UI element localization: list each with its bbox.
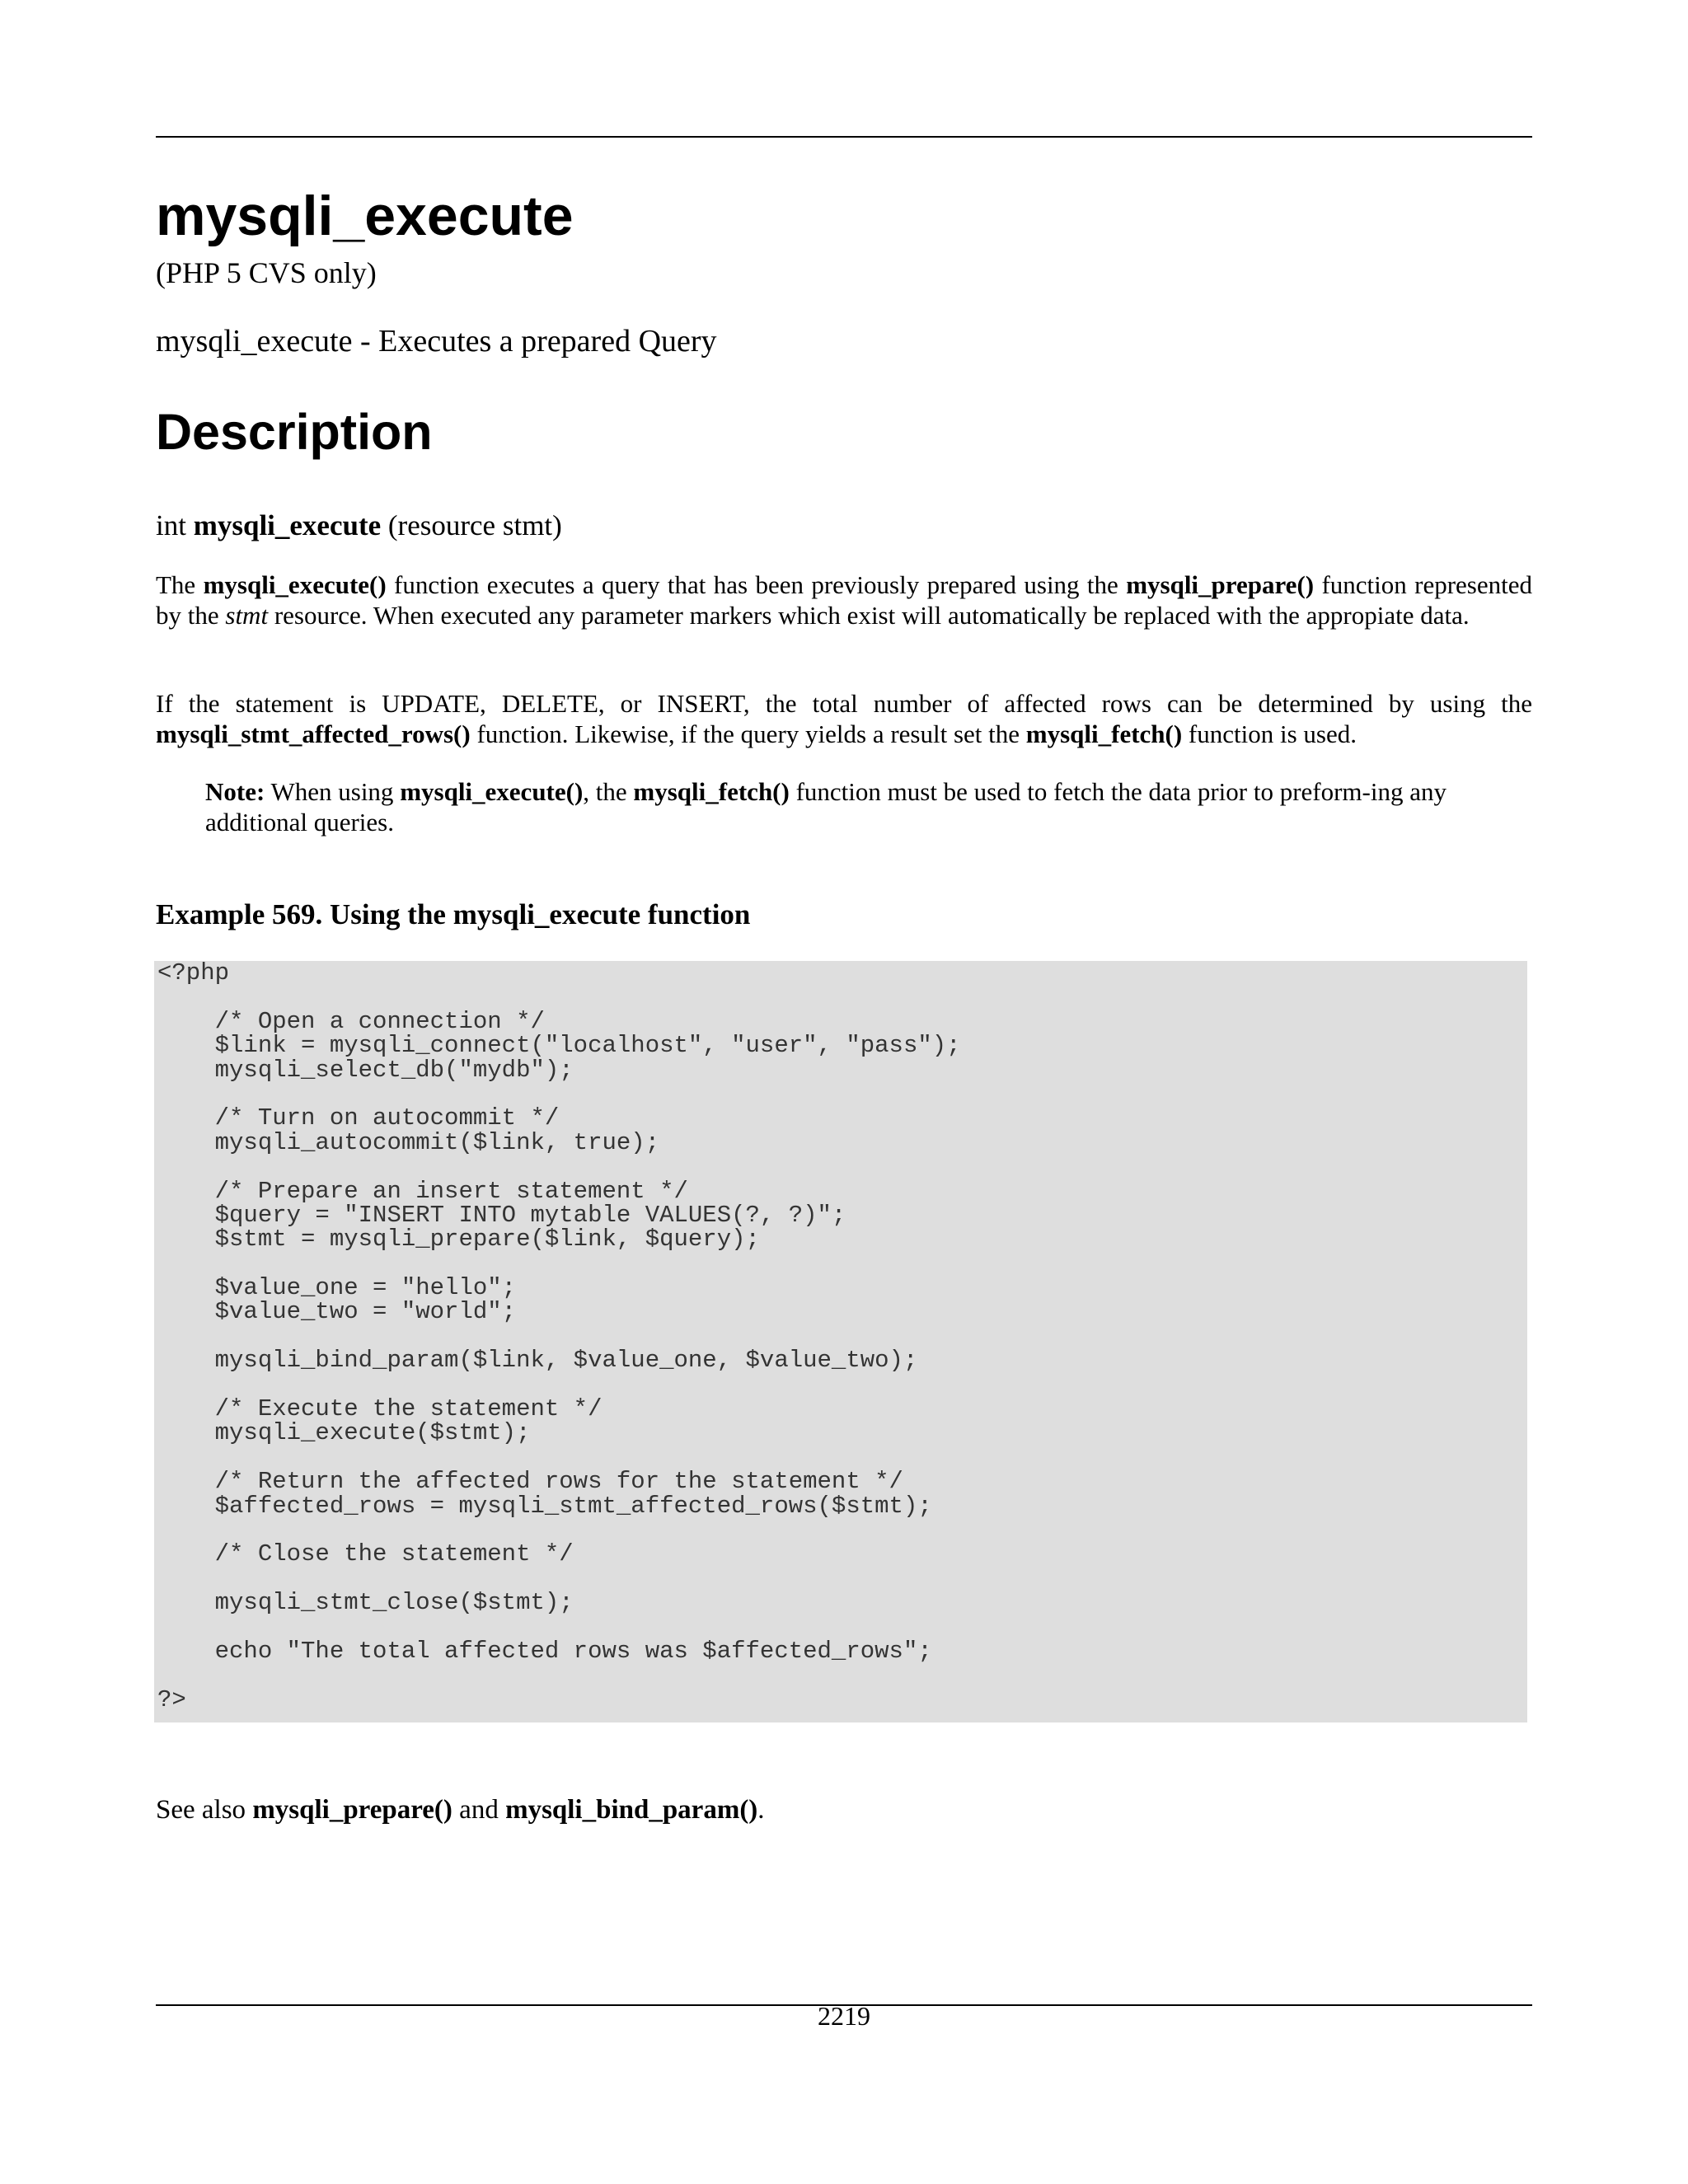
function-ref: mysqli_prepare() [252,1795,452,1825]
example-title: Example 569. Using the mysqli_execute function [156,898,751,930]
code-line [157,1373,1524,1397]
code-line [157,1446,1524,1469]
note-block [205,776,1483,837]
header-rule [156,136,1532,138]
code-line: mysqli_bind_param($link, $value_one, $value_two); [157,1347,918,1375]
code-line: mysqli_execute($stmt); [157,1419,531,1447]
ref-purpose: mysqli_execute - Executes a prepared Query [156,324,717,359]
return-type: int [156,509,186,541]
code-line: $affected_rows = mysqli_stmt_affected_rows($stmt); [157,1492,932,1520]
function-synopsis [156,509,562,543]
function-ref: mysqli_execute() [203,570,387,599]
code-line: /* Close the statement */ [157,1540,574,1568]
function-ref: mysqli_prepare() [1126,570,1315,599]
code-line: mysqli_autocommit($link, true); [157,1128,660,1156]
code-line: $link = mysqli_connect("localhost", "user", "pass"); [157,1032,961,1060]
code-line: <?php [157,959,230,987]
text-run: When using [265,777,401,806]
function-ref: mysqli_execute() [400,777,584,806]
code-line: /* Turn on autocommit */ [157,1104,560,1132]
function-name: mysqli_execute [193,509,382,541]
text-run: function. Likewise, if the query yields a result set the [470,719,1026,748]
text-run: function executes a query that has been previously prepared using the [386,570,1127,599]
code-line: /* Return the affected rows for the statement */ [157,1468,903,1496]
text-run: and [452,1795,506,1825]
text-run: function must be used to fetch the data prior to preform-ing any additional queries. [205,777,1447,837]
code-line: /* Open a connection */ [157,1007,545,1035]
param-ref: stmt [225,601,269,630]
text-run: The [156,570,204,599]
text-run: See also [156,1795,253,1825]
code-line [157,1324,1524,1348]
description-heading: Description [156,404,433,460]
version-info: (PHP 5 CVS only) [156,256,377,289]
code-line [157,1082,1524,1106]
note-label: Note: [205,777,265,806]
function-ref: mysqli_fetch() [633,777,790,806]
code-line [157,1567,1524,1591]
text-run: , the [583,777,634,806]
code-line [157,1155,1524,1179]
code-line: mysqli_select_db("mydb"); [157,1056,574,1084]
see-also [156,1794,765,1827]
code-line [157,1252,1524,1276]
code-line [157,985,1524,1009]
text-run: function represented by the [156,570,1533,630]
code-listing [154,961,1527,1722]
code-line [157,1663,1524,1687]
description-paragraph-2 [156,688,1532,749]
code-line [157,1615,1524,1639]
code-line: $value_one = "hello"; [157,1274,517,1302]
description-paragraph-1 [156,569,1532,630]
code-line: ?> [157,1685,186,1713]
function-ref: mysqli_fetch() [1025,719,1183,748]
code-line: /* Execute the statement */ [157,1395,603,1423]
code-line: mysqli_stmt_close($stmt); [157,1589,574,1617]
text-run: resource. When executed any parameter markers which exist will automatically be replaced with the appropiate data. [268,601,1470,630]
text-run: If the statement is UPDATE, DELETE, or INSERT, the total number of affected rows can be determined by using the [156,689,1532,718]
code-line: $query = "INSERT INTO mytable VALUES(?, ?)"; [157,1201,846,1229]
code-line [157,1518,1524,1542]
code-line: $stmt = mysqli_prepare($link, $query); [157,1226,760,1254]
code-line: $value_two = "world"; [157,1298,517,1326]
code-line: echo "The total affected rows was $affected_rows"; [157,1637,932,1665]
function-ref: mysqli_stmt_affected_rows() [156,719,471,748]
function-params: (resource stmt) [387,509,562,541]
text-run: . [757,1795,765,1825]
page-number: 2219 [818,2001,870,2031]
code-line: /* Prepare an insert statement */ [157,1177,688,1205]
function-ref: mysqli_bind_param() [505,1795,758,1825]
text-run: function is used. [1182,719,1357,748]
page-title: mysqli_execute [156,185,574,247]
